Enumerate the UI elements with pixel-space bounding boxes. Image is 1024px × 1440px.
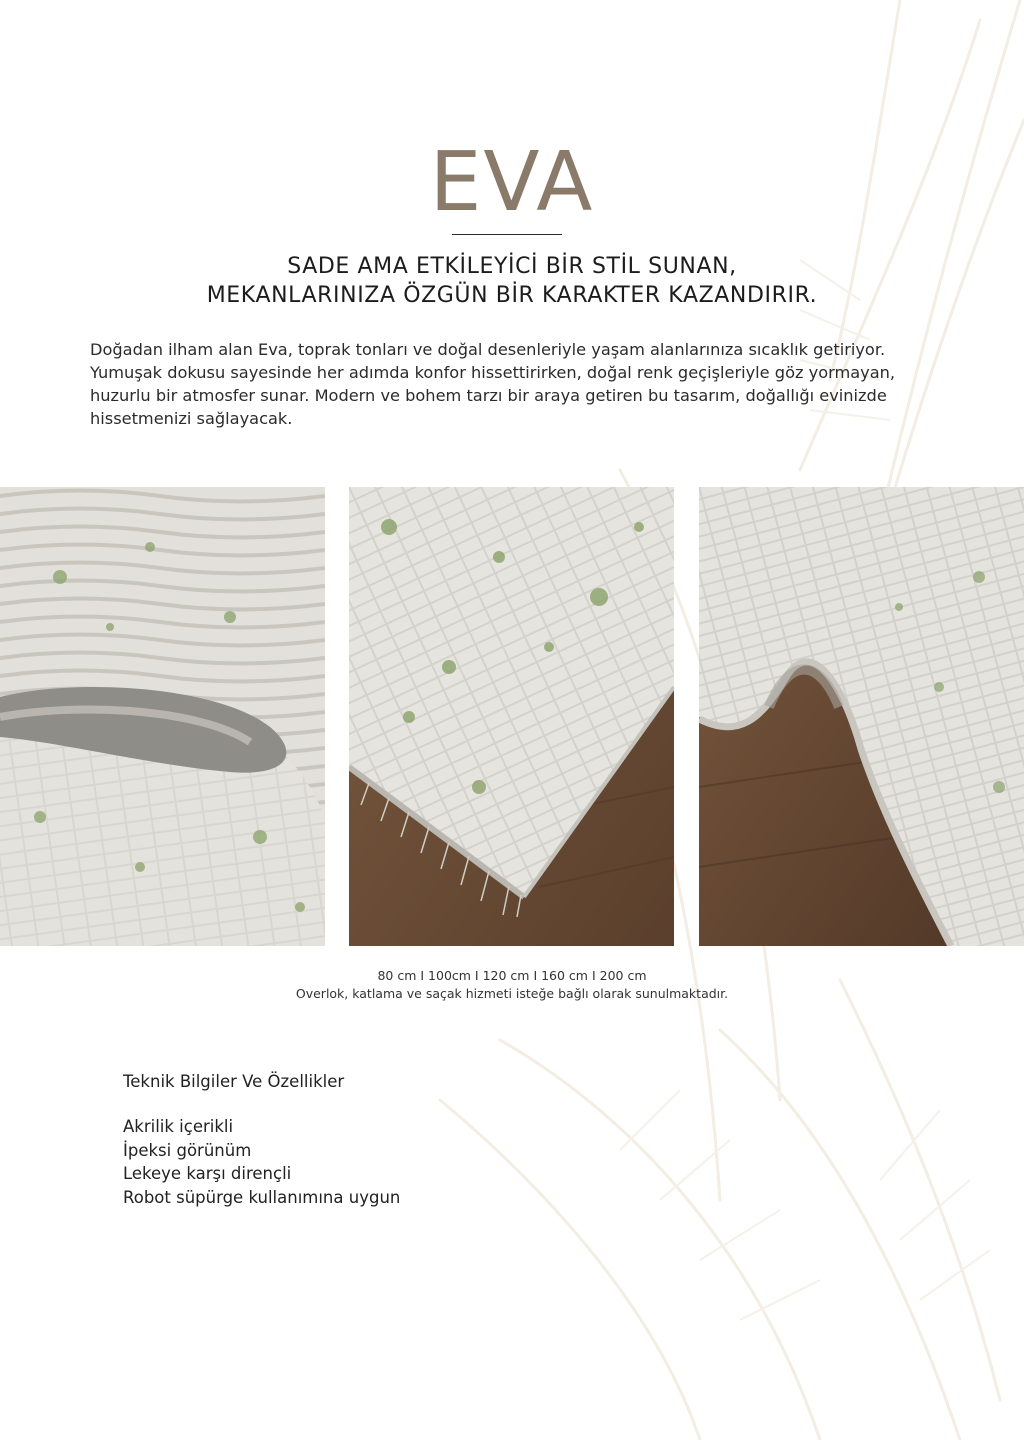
rug-photo-rolled — [0, 487, 325, 946]
tagline-line-1: SADE AMA ETKİLEYİCİ BİR STİL SUNAN, — [287, 254, 737, 279]
service-note: Overlok, katlama ve saçak hizmeti isteğe bağlı olarak sunulmaktadır. — [295, 986, 729, 1001]
brand-title: EVA — [429, 135, 595, 230]
technical-title: Teknik Bilgiler Ve Özellikler — [123, 1072, 345, 1091]
size-options: 80 cm I 100cm I 120 cm I 160 cm I 200 cm — [377, 968, 647, 983]
feature-list — [123, 1115, 400, 1209]
rug-photo-corner-fringe — [349, 487, 674, 946]
tagline-line-2: MEKANLARINIZA ÖZGÜN BİR KARAKTER KAZANDIRIR. — [206, 283, 818, 308]
size-info — [0, 967, 1024, 1003]
title-divider — [452, 234, 562, 235]
intro-paragraph: Doğadan ilham alan Eva, toprak tonları ve doğal desenleriyle yaşam alanlarınıza sıcaklık getiriyor. Yumuşak dokusu sayesinde her adımda konfor hissettirirken, doğal renk geçişleriyle göz yormayan, huzurlu bir atmosfer sunar. Modern ve bohem tarzı bir araya getiren bu tasarım, doğallığı evinizde hissetmenizi sağlayacak. — [90, 340, 896, 428]
tagline — [0, 252, 1024, 310]
feature-item: Akrilik içerikli — [123, 1117, 234, 1136]
feature-item: İpeksi görünüm — [123, 1140, 252, 1160]
feature-item: Lekeye karşı dirençli — [123, 1164, 292, 1183]
rug-photo-wave-edge — [699, 487, 1024, 946]
feature-item: Robot süpürge kullanımına uygun — [123, 1187, 401, 1207]
